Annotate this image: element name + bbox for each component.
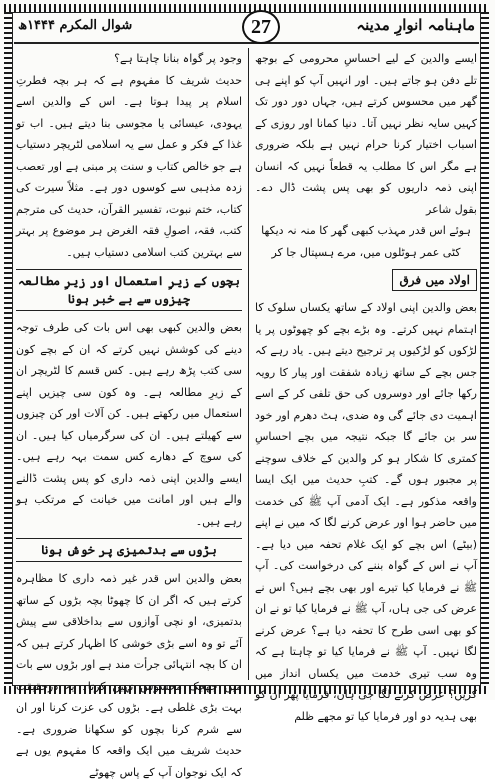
- page-header: [14, 12, 479, 44]
- paragraph: حدیث شریف کا مفہوم ہے کہ ہر بچہ فطرتِ اسلام پر پیدا ہوتا ہے۔ اس کے والدین اسے یہودی، عیسائی یا مجوسی بنا دیتے ہیں۔ اب تو غذا کے فکر و عمل سے یہ اسلامی لٹریچر دستیاب ہے جو خالص کتاب و سنت پر مبنی ہے اور تعصب زدہ مذہبی سے کوسوں دور ہے۔ مثلاً سیرت کی کتاب، ختم نبوت، تفسیر القرآن، حدیث کی مترجم کتب، فقہ، اصولِ فقہ الغرض ہر موضوع پر بہتر سے بہترین کتب اسلامی دستیاب ہیں۔: [16, 73, 242, 259]
- column-divider: [248, 48, 249, 680]
- paragraph: بعض والدین اپنی اولاد کے ساتھ یکساں سلوک کا اہتمام نہیں کرتے۔ وہ بڑے بچے کو چھوٹوں پر یا لڑکوں کو لڑکیوں پر ترجیح دیتے ہیں۔ یاد رہے کہ جس بچے کے ساتھ زیادہ شفقت اور پیار کا رویہ رکھا جائے اور دوسروں کی حق تلفی کر کے اسے اہمیت دی جائے گی وہ ضدی، ہٹ دھرم اور خود سر بن جائے گا جبکہ نتیجہ میں بچے احساسِ کمتری کا شکار ہو کر والدین کے خلاف سوچنے پر مجبور ہوں گے۔ کتبِ حدیث میں ایک ایسا واقعہ مذکور ہے۔ ایک آدمی آپ ﷺ کی خدمت میں حاضر ہوا اور عرض کرنے لگا کہ میں نے اپنے (بیٹے) اس بچے کو ایک غلام تحفہ میں دیا ہے۔ آپ نے اس کے گواہ بننے کی درخواست کی۔ آپ ﷺ نے فرمایا کیا تیرے اور بھی بچے ہیں؟ اس نے عرض کی جی ہاں، آپ ﷺ نے فرمایا کیا تو نے ان کو بھی اسی طرح کا تحفہ دیا ہے؟ عرض کرنے لگا نہیں۔ آپ ﷺ نے فرمایا کیا تو چاہتا ہے کہ وہ سب تیری خدمت میں یکساں انداز میں کریں؟ عرض کرنے لگا جی ہاں، فرمایا پھر ان کو بھی ہدیہ دو اور فرمایا کیا تو مجھے ظلم: [255, 301, 477, 723]
- poetry-verse: ہوئے اس قدر مہذب کبھی گھر کا منہ نہ دیکھا: [261, 224, 471, 237]
- right-column: [255, 48, 477, 723]
- page-number: 27: [242, 10, 280, 44]
- section-heading: بچوں کے زیرِ استعمال اور زیرِ مطالعہ چیزوں سے بے خبر ہونا: [16, 269, 242, 311]
- section-heading-text: اولاد میں فرق: [392, 269, 477, 291]
- poetry-verse: کٹی عمر ہوٹلوں میں، مرے ہسپتال جا کر: [271, 245, 461, 259]
- paragraph: ایسے والدین کے لیے احساسِ محرومی کے بوجھ تلے دفن ہو جاتے ہیں۔ اور انہیں آپ کو اپنے ہی گھر میں محسوس کرتے ہیں، جہاں دور دور تک کہیں سایہ نظر نہیں آتا۔ دنیا کمانا اور روزی کے اسباب اختیار کرنا حرام نہیں ہے بلکہ ضروری ہے مگر اس کا مطلب یہ قطعاً نہیں کہ انسان اپنی ذمہ داریوں کو بھی پس پشت ڈال دے۔ بقول شاعر: [255, 52, 477, 216]
- left-column: [16, 48, 242, 779]
- magazine-title: ماہنامہ انوارِ مدینہ: [356, 16, 475, 34]
- section-heading: [255, 269, 477, 291]
- paragraph: بعض والدین کبھی بھی اس بات کی طرف توجہ دینے کی کوشش نہیں کرتے کہ ان کے بچے کون سی کتب پڑھ رہے ہیں۔ کس قسم کا لٹریچر ان کے زیرِ مطالعہ ہے۔ وہ کون سی چیزیں اپنے استعمال میں رکھتے ہیں۔ کن آلات اور کن چیزوں سے کھیلتے ہیں۔ ان کی سرگرمیاں کیا ہیں۔ ان کی سوچ کے دھارے کس سمت بہہ رہے ہیں۔ ایسے والدین اپنی ذمہ داری کو پس پشت ڈالنے والے ہیں اور امانت میں خیانت کے مرتکب ہو رہے ہیں۔: [16, 321, 242, 528]
- paragraph: بعض والدین اس قدر غیر ذمہ داری کا مظاہرہ کرتے ہیں کہ اگر ان کا چھوٹا بچہ بڑوں کے ساتھ بدتمیزی، او نچی آوازوں سے بداخلاقی سے پیش آئے تو وہ اسے بڑی خوشی کا اظہار کرتے ہیں کہ ان کا بچہ انتہائی جرأت مند ہے اور بڑوں سے بات میں جھجک محسوس نہیں کرتا۔ یہ درحقیقت بہت بڑی غلطی ہے۔ بڑوں کی عزت کرنا اور ان سے شرم کرنا بچوں کو سکھانا ضروری ہے۔ حدیث شریف میں ایک واقعہ کا مفہوم یوں ہے کہ ایک نوجوان آپ کے پاس چھوٹے: [16, 572, 242, 779]
- paragraph: وجود پر گواہ بنانا چاہتا ہے؟: [114, 52, 242, 65]
- issue-date: شوال المکرم ۱۴۴۴ھ: [18, 18, 133, 33]
- section-heading: بڑوں سے بدتمیزی پر خوش ہونا: [16, 538, 242, 562]
